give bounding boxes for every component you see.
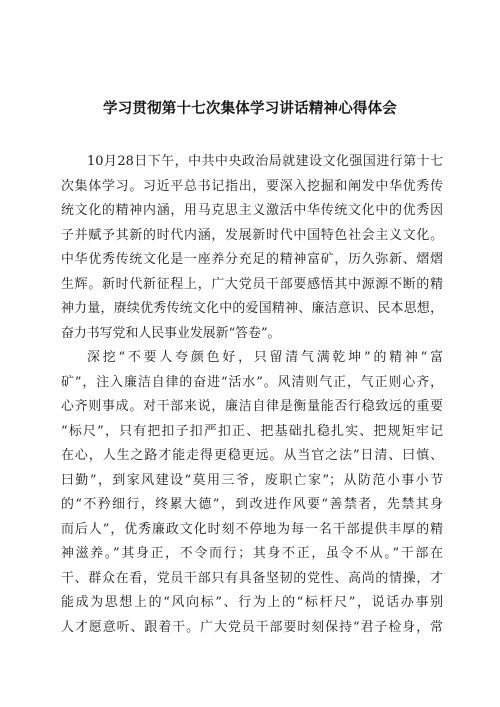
paragraph-1-line: 统文化的精神内涵，用马克思主义激活中华传统文化中的优秀因 — [61, 203, 443, 218]
document-body — [61, 150, 443, 640]
paragraph-1-line: 奋力书写党和人民事业发展新“答卷”。 — [61, 325, 281, 341]
document-title: 学习贯彻第十七次集体学习讲话精神心得体会 — [103, 101, 397, 117]
paragraph-1-line: 次集体学习。习近平总书记指出，要深入挖掘和阐发中华优秀传 — [61, 178, 443, 194]
paragraph-2-line: 而后人”，优秀廉政文化时刻不停地为每一名干部提供丰厚的精 — [61, 521, 443, 537]
paragraph-2-line: 深挖“不要人夸颜色好，只留清气满乾坤”的精神“富 — [87, 350, 443, 365]
paragraph-2-line: 在心，人生之路才能走得更稳更远。从当官之法”日清、曰慎、 — [61, 448, 443, 463]
paragraph-2-line: 心齐则事成。对干部来说，廉洁自律是衡量能否行稳致远的重要 — [61, 399, 443, 414]
paragraph-1-line: 生辉。新时代新征程上，广大党员干部要感悟其中源源不断的精 — [61, 276, 443, 292]
paragraph-1-line: 子并赋予其新的时代内涵，发展新时代中国特色社会主义文化。 — [61, 227, 443, 243]
paragraph-2-line: 的“不矜细行，终累大德”，到改进作风要“善禁者，先禁其身 — [61, 497, 443, 512]
paragraph-2-line: 人才愿意听、跟着干。广大党员干部要时刻保持“君子检身，常 — [61, 619, 443, 635]
paragraph-2-line: 矿”，注入廉洁自律的奋进“活水”。风清则气正，气正则心齐， — [61, 374, 443, 390]
paragraph-2-line: 曰勤”，到家风建设“莫用三爷，废职亡家”；从防范小事小节 — [61, 472, 443, 488]
paragraph-1-line: 10月28日下午，中共中央政治局就建设文化强国进行第十七 — [87, 154, 443, 169]
paragraph-1-line: 神力量，赓续优秀传统文化中的爱国精神、廉洁意识、民本思想， — [61, 301, 443, 316]
paragraph-2-line: 神滋养。”其身正，不令而行；其身不正，虽令不从。”干部在 — [61, 546, 443, 561]
paragraph-2-line: “标尺”，只有把扣子扣严扣正、把基础扎稳扎实、把规矩牢记 — [61, 423, 443, 439]
paragraph-2-line: 干、群众在看，党员干部只有具备坚韧的党性、高尚的情操，才 — [61, 570, 443, 586]
paragraph-1-line: 中华优秀传统文化是一座养分充足的精神富矿，历久弥新、熠熠 — [61, 252, 443, 267]
paragraph-2-line: 能成为思想上的“风向标”、行为上的“标杆尺”，说话办事别 — [61, 595, 443, 610]
